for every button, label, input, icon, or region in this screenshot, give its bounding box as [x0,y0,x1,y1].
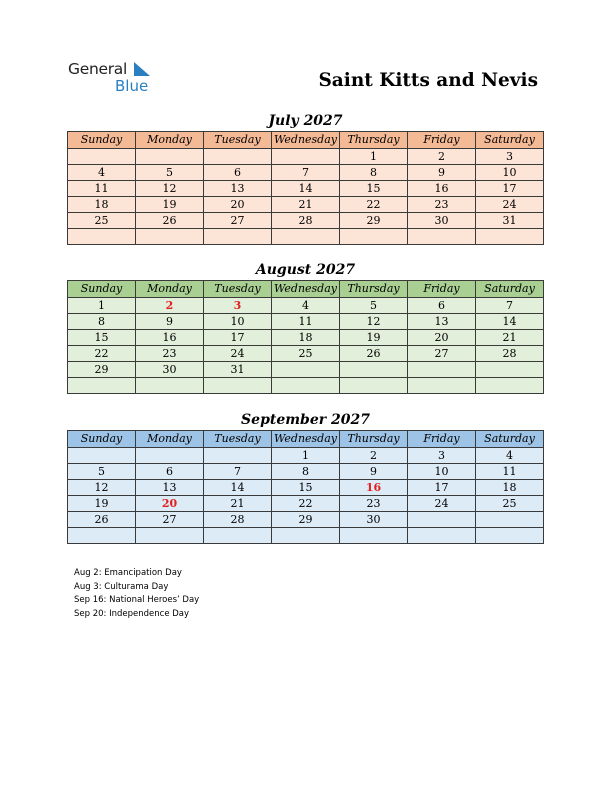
day-cell: 4 [272,298,340,314]
day-cell: 4 [68,165,136,181]
day-cell: 21 [204,496,272,512]
month-july [67,111,544,245]
weekday-header: Friday [408,132,476,149]
day-cell: 13 [136,480,204,496]
week-row [68,496,544,512]
day-cell: 27 [408,346,476,362]
empty-day-cell [68,149,136,165]
day-cell: 26 [68,512,136,528]
day-cell: 24 [408,496,476,512]
day-cell: 25 [272,346,340,362]
empty-day-cell [272,149,340,165]
weekday-header: Tuesday [204,431,272,448]
weekday-header: Thursday [340,132,408,149]
day-cell: 27 [204,213,272,229]
empty-day-cell [408,229,476,245]
empty-day-cell [204,229,272,245]
day-cell: 12 [136,181,204,197]
empty-day-cell [68,229,136,245]
week-row [68,528,544,544]
day-cell: 7 [476,298,544,314]
empty-day-cell [272,229,340,245]
day-cell: 23 [408,197,476,213]
empty-day-cell [408,512,476,528]
week-row [68,197,544,213]
week-row [68,378,544,394]
day-cell: 19 [340,330,408,346]
day-cell: 17 [408,480,476,496]
week-row [68,362,544,378]
day-cell: 29 [340,213,408,229]
empty-day-cell [408,378,476,394]
day-cell: 19 [136,197,204,213]
day-cell: 27 [136,512,204,528]
weekday-header: Saturday [476,281,544,298]
day-cell: 12 [340,314,408,330]
day-cell: 6 [136,464,204,480]
empty-day-cell [340,362,408,378]
day-cell: 11 [68,181,136,197]
weekday-header: Tuesday [204,281,272,298]
day-cell: 24 [204,346,272,362]
week-row [68,229,544,245]
calendar-table [67,131,544,245]
day-cell: 7 [204,464,272,480]
weekday-header: Sunday [68,281,136,298]
day-cell: 10 [476,165,544,181]
holiday-note: Sep 16: National Heroes’ Day [74,595,200,605]
week-row [68,448,544,464]
logo-triangle-icon [134,62,152,78]
weekday-header: Friday [408,281,476,298]
month-title: September 2027 [241,412,370,428]
day-cell: 6 [204,165,272,181]
day-cell: 17 [204,330,272,346]
day-cell: 3 [408,448,476,464]
day-cell: 14 [476,314,544,330]
empty-day-cell [68,448,136,464]
day-cell: 6 [408,298,476,314]
day-cell: 25 [68,213,136,229]
month-september [67,410,544,544]
day-cell: 16 [136,330,204,346]
empty-day-cell [204,149,272,165]
weekday-header: Tuesday [204,132,272,149]
week-row [68,213,544,229]
day-cell: 23 [340,496,408,512]
logo-word-blue: Blue [115,77,149,95]
day-cell: 23 [136,346,204,362]
day-cell: 11 [476,464,544,480]
day-cell: 14 [272,181,340,197]
weekday-header: Saturday [476,132,544,149]
empty-day-cell [272,362,340,378]
week-row [68,330,544,346]
day-cell: 30 [408,213,476,229]
weekday-header: Thursday [340,281,408,298]
weekday-header: Friday [408,431,476,448]
country-title: Saint Kitts and Nevis [318,70,538,91]
empty-day-cell [476,378,544,394]
day-cell: 29 [68,362,136,378]
empty-day-cell [476,362,544,378]
day-cell: 18 [476,480,544,496]
day-cell: 29 [272,512,340,528]
empty-day-cell [408,528,476,544]
day-cell: 21 [272,197,340,213]
week-row [68,346,544,362]
day-cell: 16 [408,181,476,197]
general-blue-logo [68,60,168,96]
day-cell: 28 [272,213,340,229]
holiday-day-cell: 20 [136,496,204,512]
day-cell: 15 [340,181,408,197]
day-cell: 12 [68,480,136,496]
day-cell: 11 [272,314,340,330]
day-cell: 9 [340,464,408,480]
day-cell: 14 [204,480,272,496]
day-cell: 18 [68,197,136,213]
month-title: July 2027 [268,113,343,129]
month-august [67,260,544,394]
day-cell: 1 [68,298,136,314]
day-cell: 28 [204,512,272,528]
day-cell: 26 [136,213,204,229]
day-cell: 13 [204,181,272,197]
day-cell: 28 [476,346,544,362]
empty-day-cell [136,378,204,394]
day-cell: 4 [476,448,544,464]
weekday-header: Monday [136,431,204,448]
weekday-header: Sunday [68,132,136,149]
week-row [68,480,544,496]
weekday-header: Monday [136,132,204,149]
week-row [68,165,544,181]
day-cell: 9 [136,314,204,330]
weekday-header: Saturday [476,431,544,448]
day-cell: 8 [340,165,408,181]
holiday-note: Aug 3: Culturama Day [74,581,169,592]
empty-day-cell [136,229,204,245]
day-cell: 15 [68,330,136,346]
logo-word-general: General [68,60,127,78]
empty-day-cell [476,528,544,544]
empty-day-cell [204,448,272,464]
day-cell: 25 [476,496,544,512]
week-row [68,512,544,528]
day-cell: 31 [204,362,272,378]
day-cell: 10 [204,314,272,330]
empty-day-cell [136,448,204,464]
holiday-note: Sep 20: Independence Day [74,608,190,619]
day-cell: 20 [408,330,476,346]
day-cell: 8 [68,314,136,330]
week-row [68,181,544,197]
calendar-table [67,430,544,544]
empty-day-cell [136,528,204,544]
day-cell: 24 [476,197,544,213]
day-cell: 13 [408,314,476,330]
day-cell: 26 [340,346,408,362]
weekday-header-row [68,132,544,149]
day-cell: 9 [408,165,476,181]
week-row [68,464,544,480]
empty-day-cell [272,378,340,394]
day-cell: 21 [476,330,544,346]
day-cell: 5 [68,464,136,480]
day-cell: 18 [272,330,340,346]
day-cell: 3 [476,149,544,165]
day-cell: 22 [272,496,340,512]
empty-day-cell [476,229,544,245]
day-cell: 19 [68,496,136,512]
day-cell: 10 [408,464,476,480]
empty-day-cell [476,512,544,528]
day-cell: 1 [272,448,340,464]
holiday-day-cell: 2 [136,298,204,314]
week-row [68,149,544,165]
empty-day-cell [204,378,272,394]
empty-day-cell [204,528,272,544]
day-cell: 20 [204,197,272,213]
empty-day-cell [68,378,136,394]
empty-day-cell [340,378,408,394]
holiday-day-cell: 3 [204,298,272,314]
empty-day-cell [272,528,340,544]
day-cell: 15 [272,480,340,496]
day-cell: 17 [476,181,544,197]
empty-day-cell [340,229,408,245]
weekday-header: Thursday [340,431,408,448]
day-cell: 30 [340,512,408,528]
day-cell: 5 [340,298,408,314]
calendar-table [67,280,544,394]
weekday-header: Monday [136,281,204,298]
holiday-day-cell: 16 [340,480,408,496]
weekday-header: Wednesday [272,132,340,149]
month-title: August 2027 [255,262,356,278]
day-cell: 31 [476,213,544,229]
day-cell: 22 [68,346,136,362]
weekday-header: Wednesday [272,281,340,298]
day-cell: 2 [408,149,476,165]
day-cell: 5 [136,165,204,181]
holiday-note: Aug 2: Emancipation Day [74,568,182,578]
day-cell: 8 [272,464,340,480]
empty-day-cell [408,362,476,378]
day-cell: 7 [272,165,340,181]
holiday-notes [74,567,199,621]
day-cell: 22 [340,197,408,213]
weekday-header: Wednesday [272,431,340,448]
empty-day-cell [68,528,136,544]
day-cell: 30 [136,362,204,378]
day-cell: 1 [340,149,408,165]
week-row [68,298,544,314]
day-cell: 2 [340,448,408,464]
empty-day-cell [136,149,204,165]
weekday-header-row [68,281,544,298]
weekday-header: Sunday [68,431,136,448]
weekday-header-row [68,431,544,448]
empty-day-cell [340,528,408,544]
week-row [68,314,544,330]
